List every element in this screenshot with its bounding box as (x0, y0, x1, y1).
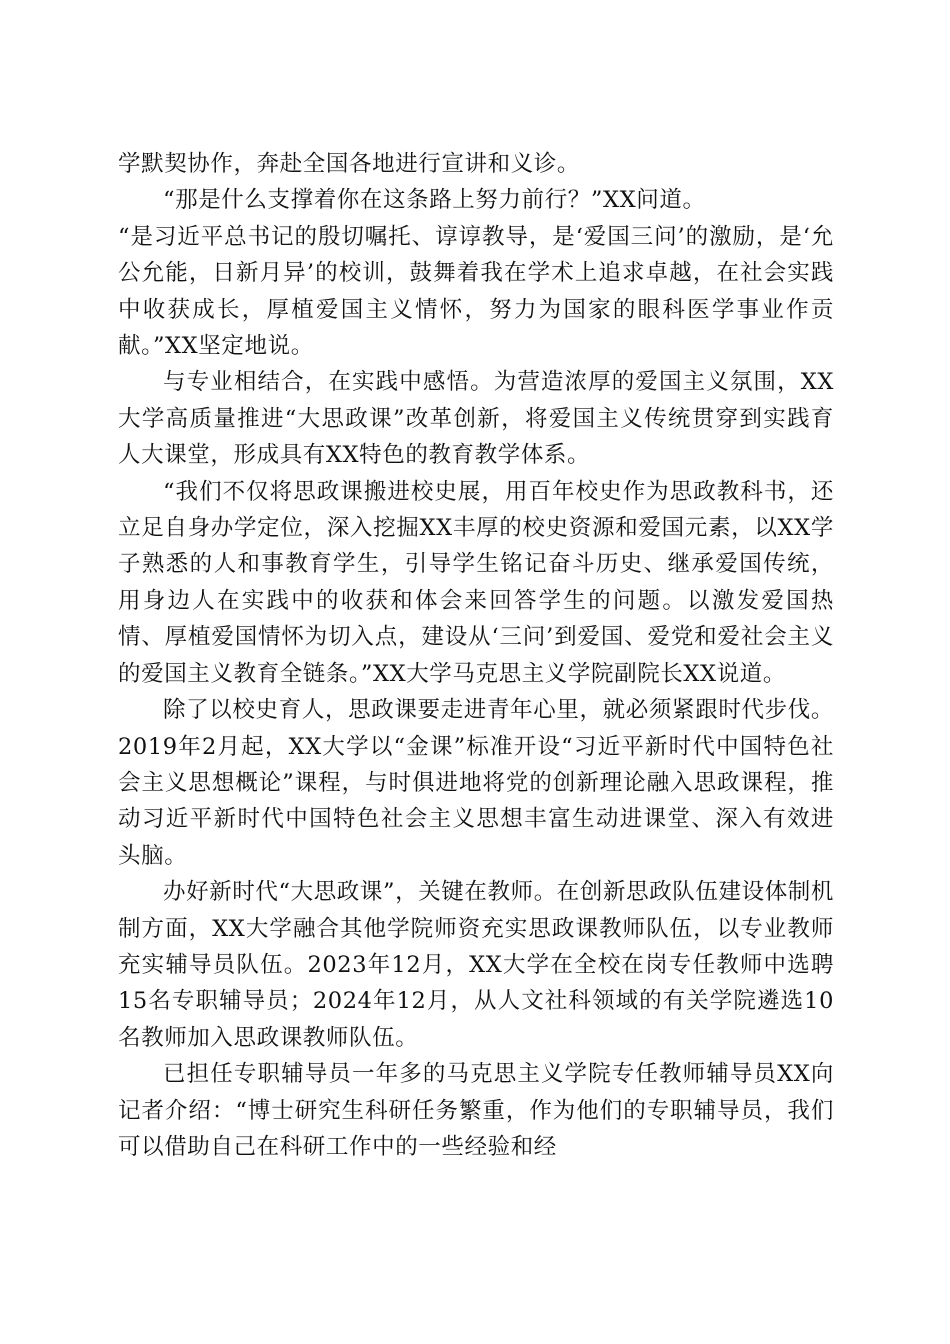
paragraph: “我们不仅将思政课搬进校史展，用百年校史作为思政教科书，还立足自身办学定位，深入挖掘XX丰厚的校史资源和爱国元素，以XX学子熟悉的人和事教育学生，引导学生铭记奋斗历史、继承爱国传统，用身边人在实践中的收获和体会来回答学生的问题。以激发爱国热情、厚植爱国情怀为切入点，建设从‘三问’到爱国、爱党和爱社会主义的爱国主义教育全链条。”XX大学马克思主义学院副院长XX说道。 (118, 478, 834, 687)
paragraph-continued: 学默契协作，奔赴全国各地进行宣讲和义诊。 (118, 151, 581, 177)
paragraph-quote: “是习近平总书记的殷切嘱托、谆谆教导，是‘爱国三问’的激励，是‘允公允能，日新月异’的校训，鼓舞着我在学术上追求卓越，在社会实践中收获成长，厚植爱国主义情怀，努力为国家的眼科医学事业作贡献。”XX坚定地说。 (118, 223, 834, 360)
paragraph: 与专业相结合，在实践中感悟。为营造浓厚的爱国主义氛围，XX大学高质量推进“大思政课”改革创新，将爱国主义传统贯穿到实践育人大课堂，形成具有XX特色的教育教学体系。 (118, 369, 834, 469)
paragraph: 已担任专职辅导员一年多的马克思主义学院专任教师辅导员XX向记者介绍：“博士研究生科研任务繁重，作为他们的专职辅导员，我们可以借助自己在科研工作中的一些经验和经 (118, 1061, 834, 1160)
article-body (118, 146, 834, 1165)
paragraph: “那是什么支撑着你在这条路上努力前行？”XX问道。 (163, 187, 706, 214)
paragraph: 除了以校史育人，思政课要走进青年心里，就必须紧跟时代步伐。2019年2月起，XX大学以“金课”标准开设“习近平新时代中国特色社会主义思想概论”课程，与时俱进地将党的创新理论融入思政课程，推动习近平新时代中国特色社会主义思想丰富生动进课堂、深入有效进头脑。 (118, 697, 834, 869)
paragraph: 办好新时代“大思政课”，关键在教师。在创新思政队伍建设体制机制方面，XX大学融合其他学院师资充实思政课教师队伍，以专业教师充实辅导员队伍。2023年12月，XX大学在全校在岗专任教师中选聘15名专职辅导员；2024年12月，从人文社科领域的有关学院遴选10名教师加入思政课教师队伍。 (118, 879, 835, 1051)
